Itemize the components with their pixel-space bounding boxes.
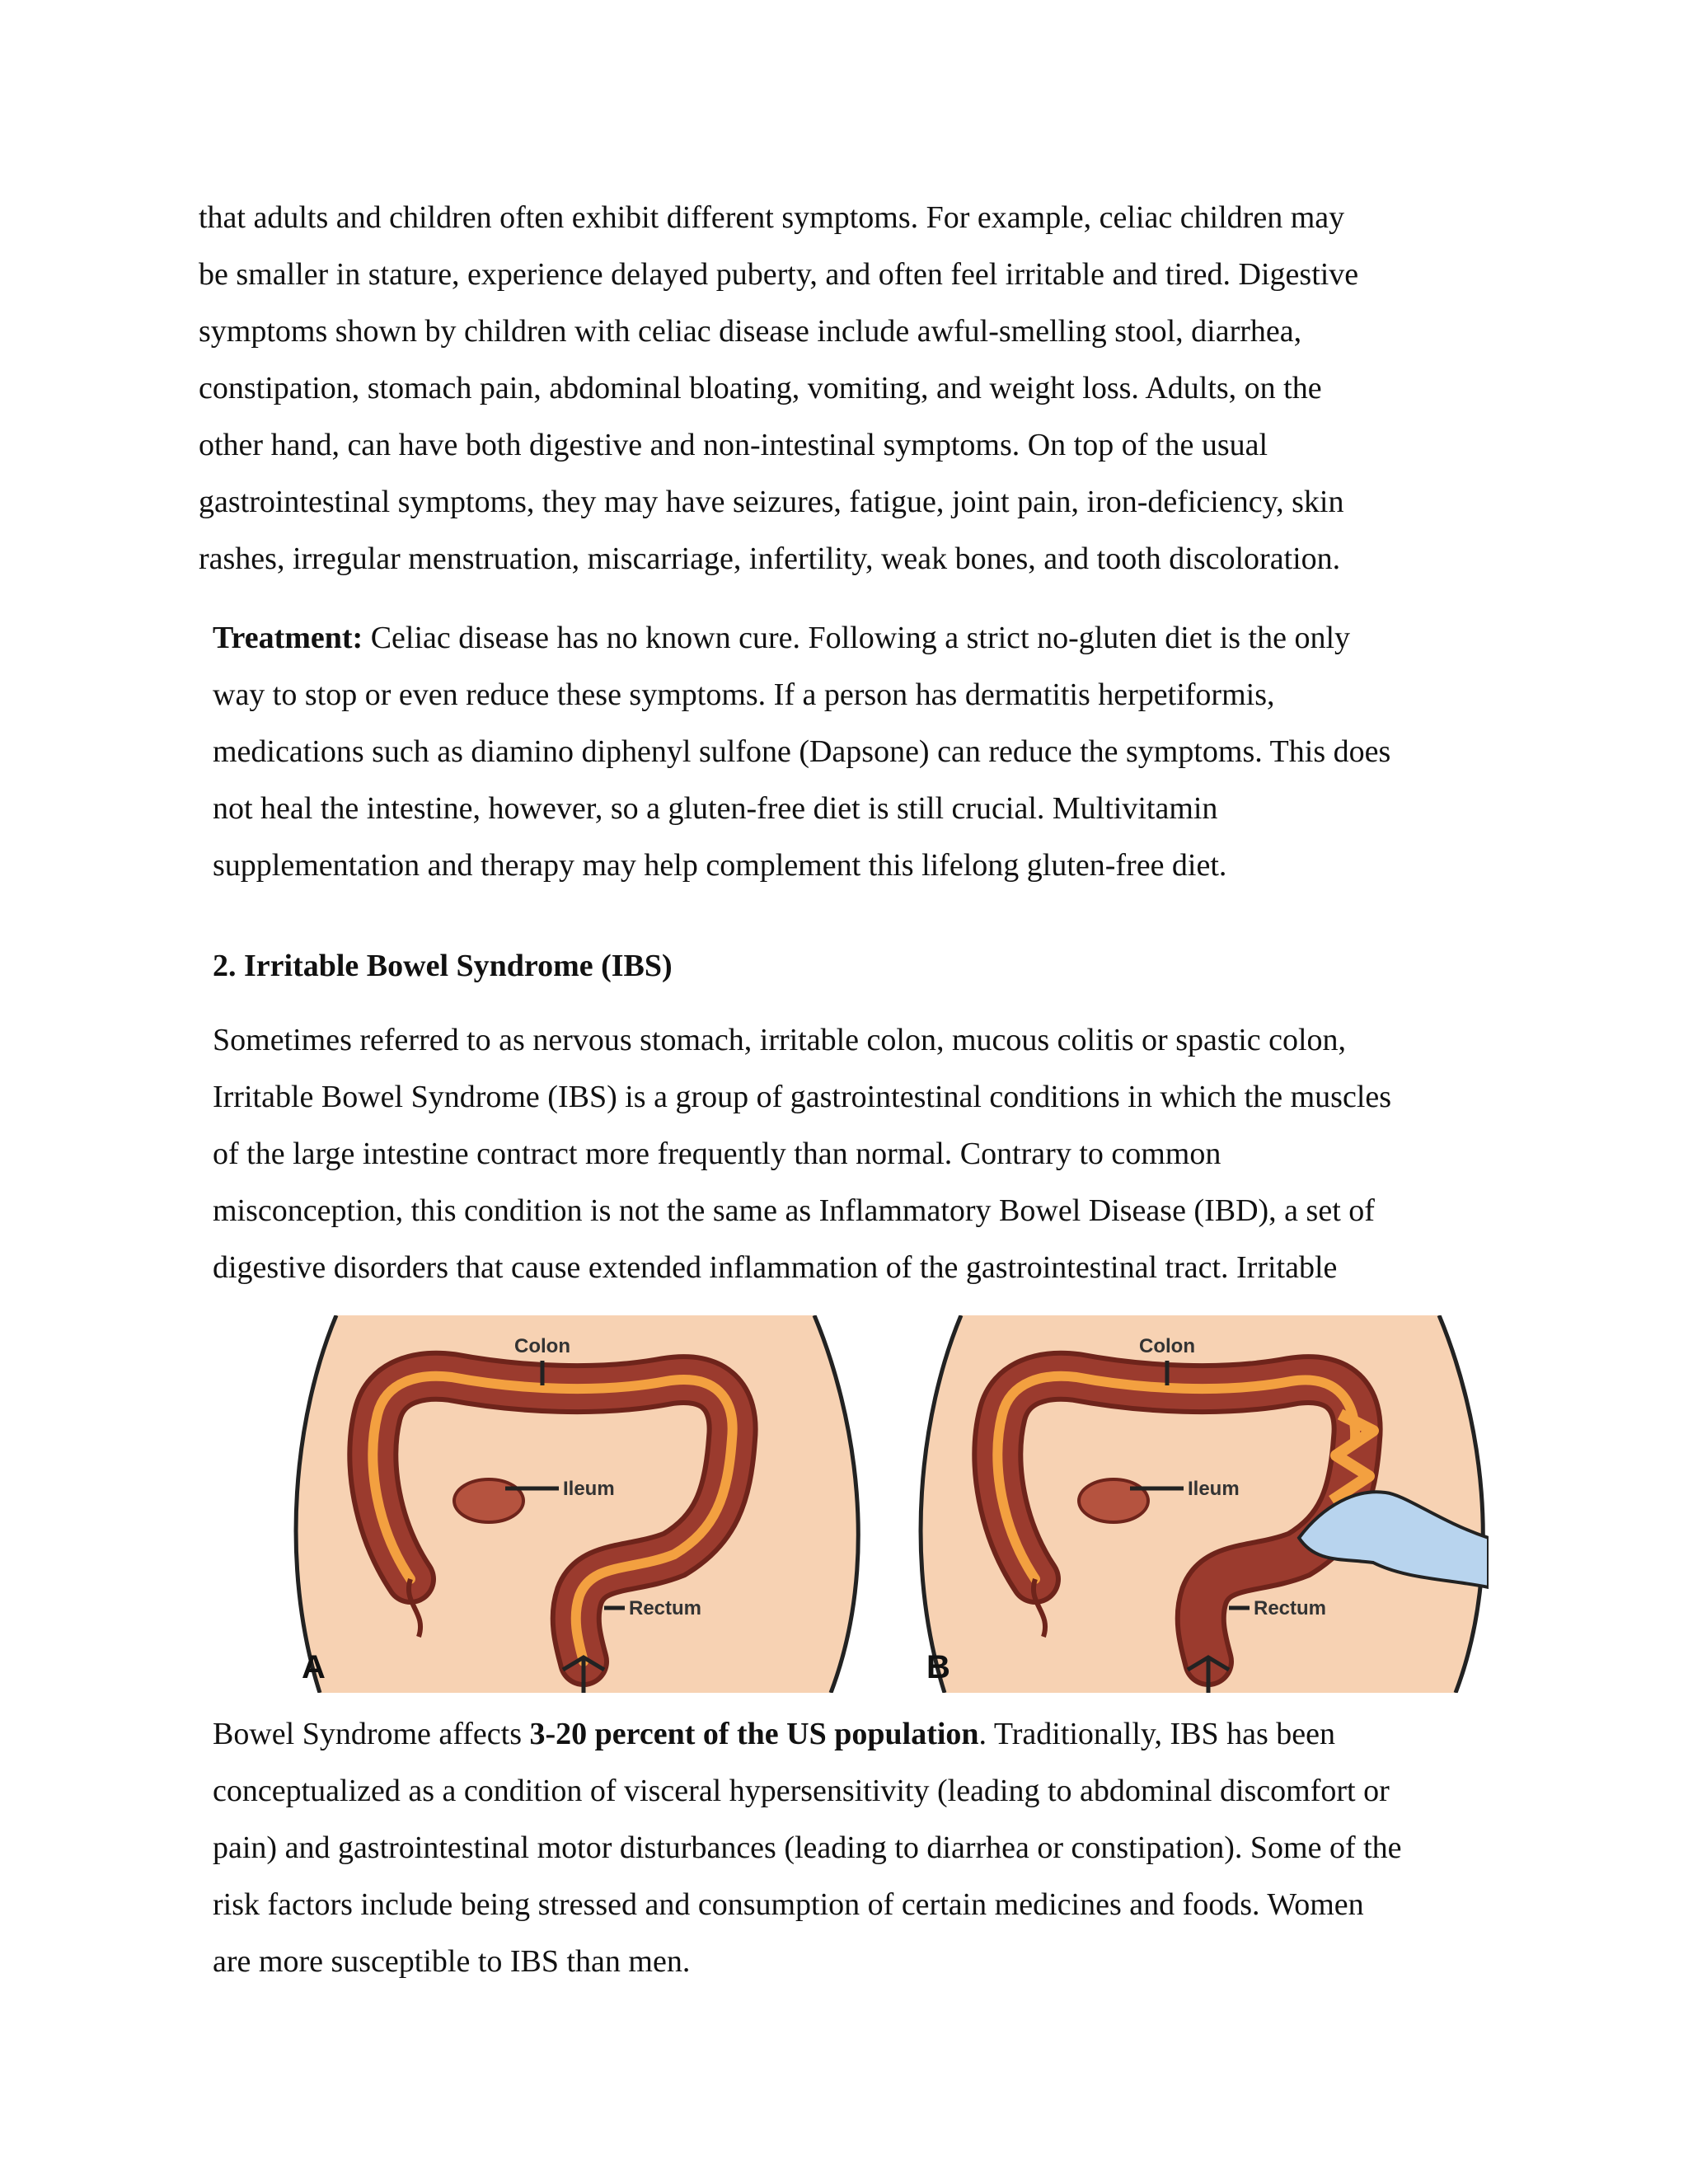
text-line: misconception, this condition is not the same as Inflammatory Bowel Disease (IBD), a set of bbox=[213, 1193, 1375, 1228]
text-line: medications such as diamino diphenyl sulfone (Dapsone) can reduce the symptoms. This does bbox=[213, 734, 1391, 769]
treatment-label: Treatment: bbox=[213, 621, 363, 655]
text-line: supplementation and therapy may help complement this lifelong gluten-free diet. bbox=[213, 848, 1227, 883]
text-line bbox=[213, 610, 1548, 667]
treatment-first-line: Celiac disease has no known cure. Following a strict no-gluten diet is the only bbox=[363, 621, 1351, 655]
text-line: of the large intestine contract more frequently than normal. Contrary to common bbox=[213, 1137, 1221, 1171]
text-line: constipation, stomach pain, abdominal bloating, vomiting, and weight loss. Adults, on the bbox=[199, 371, 1322, 405]
colon-diagram-a bbox=[287, 1315, 864, 1693]
colon-illustration-b bbox=[912, 1315, 1489, 1693]
text-line: way to stop or even reduce these symptoms. If a person has dermatitis herpetiformis, bbox=[213, 677, 1275, 712]
text-line: conceptualized as a condition of visceral hypersensitivity (leading to abdominal discomfort or bbox=[213, 1774, 1390, 1808]
text-line: pain) and gastrointestinal motor disturbances (leading to diarrhea or constipation). Some of the bbox=[213, 1830, 1402, 1865]
text-line: other hand, can have both digestive and non-intestinal symptoms. On top of the usual bbox=[199, 428, 1268, 462]
ibs-intro-paragraph bbox=[213, 1012, 1548, 1296]
colon-label: Colon bbox=[1139, 1335, 1195, 1357]
rectum-label: Rectum bbox=[629, 1597, 702, 1619]
section-heading: 2. Irritable Bowel Syndrome (IBS) bbox=[213, 949, 673, 983]
ileum-loop bbox=[454, 1479, 523, 1522]
ileum-label: Ileum bbox=[1188, 1478, 1240, 1500]
ibs-prevalence-highlight: 3-20 percent of the US population bbox=[529, 1717, 979, 1751]
colon-diagram-b bbox=[912, 1315, 1489, 1693]
text-line: Sometimes referred to as nervous stomach, irritable colon, mucous colitis or spastic colon, bbox=[213, 1023, 1347, 1057]
text-line: that adults and children often exhibit different symptoms. For example, celiac children may bbox=[199, 200, 1345, 235]
text-line: not heal the intestine, however, so a gluten-free diet is still crucial. Multivitamin bbox=[213, 791, 1218, 826]
symptoms-paragraph bbox=[199, 190, 1534, 588]
rectum-label: Rectum bbox=[1254, 1597, 1327, 1619]
colon-label: Colon bbox=[514, 1335, 570, 1357]
ileum-label: Ileum bbox=[563, 1478, 615, 1500]
text-line: be smaller in stature, experience delayed puberty, and often feel irritable and tired. Digestive bbox=[199, 257, 1359, 292]
figure-letter: B bbox=[926, 1649, 950, 1685]
treatment-paragraph bbox=[213, 610, 1548, 894]
colon-illustration-a bbox=[287, 1315, 864, 1693]
ileum-loop bbox=[1079, 1479, 1148, 1522]
ibs-continued-paragraph bbox=[213, 1706, 1548, 1990]
text-line: symptoms shown by children with celiac disease include awful-smelling stool, diarrhea, bbox=[199, 314, 1302, 349]
text-line: gastrointestinal symptoms, they may have seizures, fatigue, joint pain, iron-deficiency, skin bbox=[199, 485, 1344, 519]
text-line bbox=[213, 1706, 1548, 1763]
ibs-continued-start: Bowel Syndrome affects bbox=[213, 1717, 530, 1751]
figure-letter: A bbox=[302, 1649, 326, 1685]
text-line: Irritable Bowel Syndrome (IBS) is a group of gastrointestinal conditions in which the muscles bbox=[213, 1080, 1392, 1114]
text-line: risk factors include being stressed and consumption of certain medicines and foods. Women bbox=[213, 1887, 1364, 1922]
text-line: digestive disorders that cause extended inflammation of the gastrointestinal tract. Irritable bbox=[213, 1250, 1338, 1285]
text-line: rashes, irregular menstruation, miscarriage, infertility, weak bones, and tooth discoloration. bbox=[199, 541, 1341, 576]
ibs-continued-end: . Traditionally, IBS has been bbox=[978, 1717, 1335, 1751]
text-line: are more susceptible to IBS than men. bbox=[213, 1944, 691, 1979]
